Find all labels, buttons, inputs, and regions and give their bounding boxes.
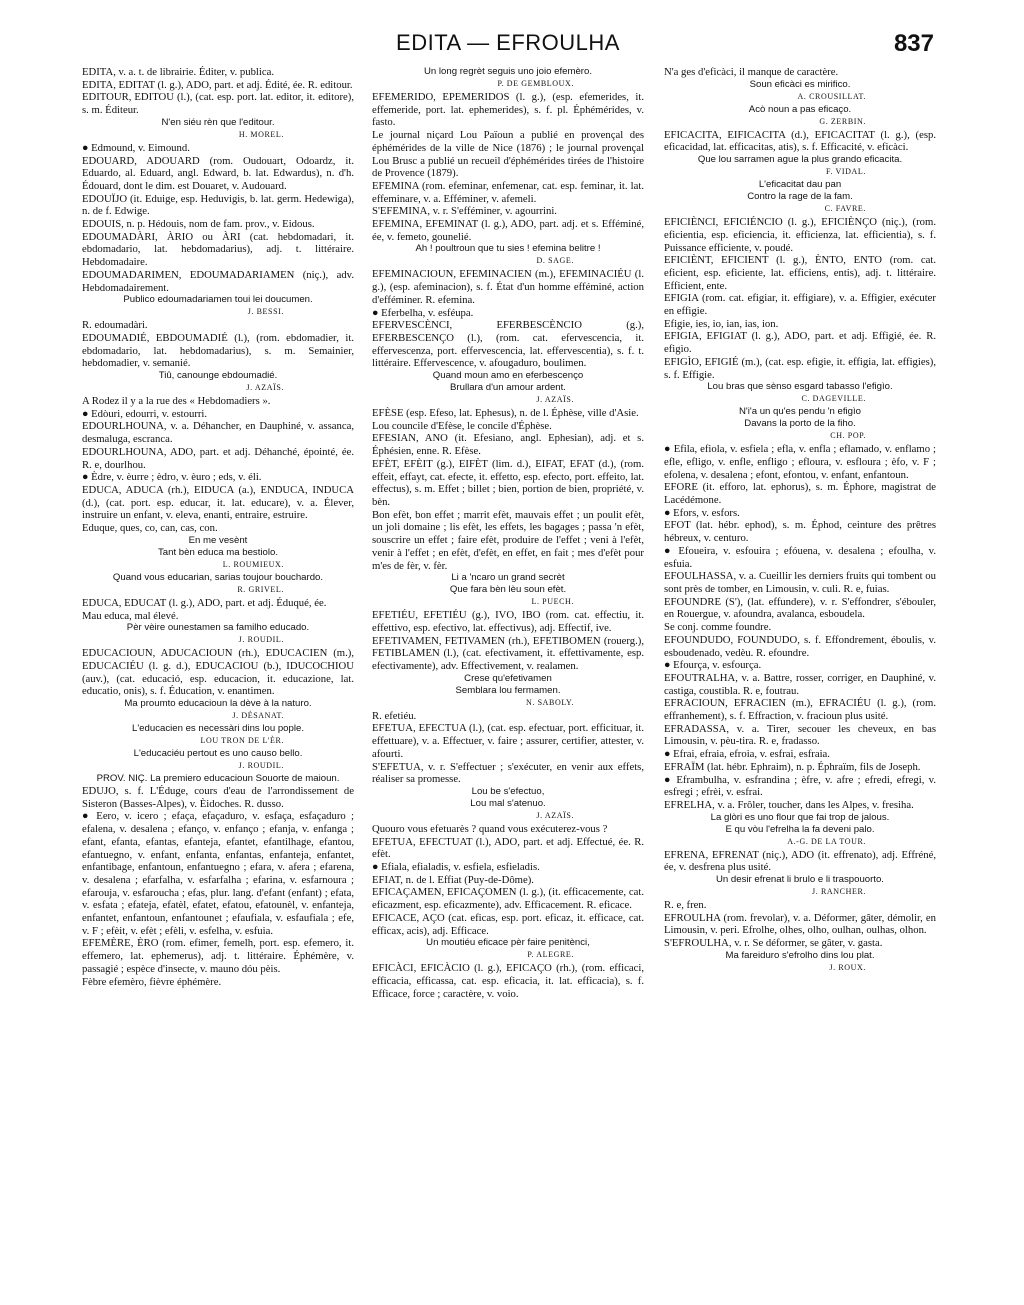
- quotation-line: En me vesènt: [188, 534, 248, 546]
- quotation-line: L'educaciéu pertout es uno causo bello.: [133, 748, 303, 760]
- quotation-line: N'en siéu rèn que l'editour.: [161, 116, 275, 128]
- dictionary-entry: EFICACITA, EIFICACITA (d.), EFICACITAT (l. g.), (esp. eficacidad, lat. efficacitas, atis), s. f. Efficacité, v. eficàci.: [664, 128, 936, 154]
- dictionary-entry: EFICIÈNCI, EFICIÉNCIO (l. g.), EFICIÈNÇO (niç.), (rom. eficientia, esp. eficiencia, it. efficienza, lat. efficientia), s. f. Puissance efficiente, v. poudé.: [664, 216, 936, 254]
- quotation-author: J. ROUDIL.: [238, 635, 284, 645]
- quotation-author: J. BESSI.: [247, 307, 284, 317]
- dictionary-entry: EFERVESCÈNCI, EFERBESCÈNCIO (g.), EFERBESCENÇO (l.), (rom. cat. efervescencia, it. effervescenza, port. effervescencia, lat. effervescentia), s. f. t. littéraire. Effervescence, v. afougaduro, boulimen.: [372, 319, 644, 370]
- dictionary-entry: ● Eframbulha, v. esfrandina ; èfre, v. afre ; efredi, efregi, v. esfregi ; efrèi, v. esfrai.: [664, 773, 936, 799]
- dictionary-entry: EFIAT, n. de l. Effiat (Puy-de-Dôme).: [372, 873, 534, 886]
- dictionary-entry: EFRELHA, v. a. Frôler, toucher, dans les Alpes, v. fresiha.: [664, 798, 914, 811]
- quotation-author: J. AZAÏS.: [536, 810, 574, 820]
- dictionary-entry: N'a ges d'eficàci, il manque de caractère.: [664, 66, 839, 78]
- dictionary-entry: EDOUMADARIMEN, EDOUMADARIAMEN (niç.), adv. Hebdomadairement.: [82, 268, 354, 294]
- quotation-line: La glòri es uno flour que fai trop de jalous.: [710, 811, 890, 823]
- dictionary-entry: EFOUTRALHA, v. a. Battre, rosser, corriger, en Dauphiné, v. castiga, coustibla. R. e, foutrau.: [664, 671, 936, 697]
- dictionary-entry: Bon efèt, bon effet ; marrit efèt, mauvais effet ; un poulit efèt, un joli domaine ; lis efèt, les effets, les bagages ; passa 'n efèt, souscrire un effet ; faire efèt, produire de l'effet ; veni à l'efèt, venir à l'effet ; en efèt, d'efèt, en effet, en fait ; mes d'efèt pour m'es de fèr, v. fèr.: [372, 508, 644, 572]
- dictionary-entry: EDOURLHOUNA, v. a. Déhancher, en Dauphiné, v. assanca, desmaluga, escranca.: [82, 420, 354, 446]
- quotation-author: L. ROUMIEUX.: [222, 559, 284, 569]
- quotation-author: P. DE GEMBLOUX.: [497, 79, 574, 88]
- dictionary-entry: EDOUARD, ADOUARD (rom. Oudouart, Odoardz, it. Eduardo, al. Eduard, angl. Edward, b. lat. Edwardus), n. d'h. Édouard, dont le dim. est Douaret, v. Audouard.: [82, 154, 354, 192]
- dictionary-entry: EFOUNDRE (S'), (lat. effundere), v. r. S'effondrer, s'ébouler, en Rouergue, v. afoundra, avalanca, esboudela.: [664, 595, 936, 621]
- quotation-line: PROV. NIÇ. La premiero educacioun Souorte de maioun.: [96, 773, 340, 785]
- dictionary-entry: Lou councile d'Efèse, le concile d'Éphèse.: [372, 419, 552, 432]
- dictionary-entry: ● Edòuri, edourri, v. estourri.: [82, 407, 208, 420]
- dictionary-entry: ● Èdre, v. èurre ; èdro, v. èuro ; eds, v. éli.: [82, 471, 262, 484]
- dictionary-entry: S'EFEMINA, v. r. S'efféminer, v. agourrini.: [372, 205, 557, 218]
- quotation-author: J. AZAÏS.: [536, 395, 574, 405]
- dictionary-entry: EFRACIOUN, EFRACIEN (m.), EFRACIÉU (l. g.), (rom. effranhement), s. f. Effraction, v. fracioun plus usité.: [664, 697, 936, 723]
- dictionary-entry: EFETUA, EFECTUA (l.), (cat. esp. efectuar, port. efficituar, it. effettuare), v. a. Effectuer, v. faire ; assurer, certifier, attester, v. afourti.: [372, 722, 644, 760]
- dictionary-entry: EDUCACIOUN, ADUCACIOUN (rh.), EDUCACIEN (m.), EDUCACIÉU (l. g. d.), EDUCACIOU (b.), IDUCOCHIOU (auv.), (cat. educació, esp. educacion, it. educazione, lat. educatio, onis), s. f. Éducation, v. enantimen.: [82, 647, 354, 698]
- quotation-line: Contro la rage de la fam.: [747, 191, 853, 203]
- dictionary-entry: EFETUA, EFECTUAT (l.), ADO, part. et adj. Effectué, ée. R. efèt.: [372, 835, 644, 861]
- quotation-line: Brullara d'un amour ardent.: [450, 382, 566, 394]
- dictionary-entry: EFICACE, AÇO (cat. eficas, esp. port. eficaz, it. efficace, cat. efficax, acis), adj. Efficace.: [372, 911, 644, 937]
- dictionary-entry: EFOULHASSA, v. a. Cueillir les derniers fruits qui tombent ou sont près de tomber, en Limousin, v. culi. R. e, fuias.: [664, 570, 936, 595]
- dictionary-entry: EDOUIS, n. p. Hédouis, nom de fam. prov., v. Eidous.: [82, 218, 315, 231]
- quotation-line: Ma fareiduro s'efrolho dins lou plat.: [725, 949, 875, 961]
- quotation-author: G. ZERBIN.: [819, 116, 866, 126]
- dictionary-entry: Se conj. comme foundre.: [664, 621, 772, 634]
- column-3: [664, 66, 936, 1298]
- quotation-line: Ah ! poultroun que tu sies ! efemina belitre !: [415, 243, 601, 255]
- dictionary-entry: EFIGIA, EFIGIAT (l. g.), ADO, part. et adj. Effigié, ée. R. efigìo.: [664, 330, 936, 356]
- dictionary-entry: ● Eero, v. icero ; efaça, efaçaduro, v. esfaça, esfaçaduro ; efalena, v. desalena ; efanço, v. enfanço ; efanja, v. enfanga ; efant, efanta, efantas, efanteja, efantet, efantilhage, efantou, efantuegno, v. enfant, enfanta, enfantas, enfanteja, enfantet, enfantibage, enfantoun, enfantuegno ; efara, v. afera ; efarena, v. desalena ; efarfalha, v. esfarfalha ; efarina, v. esfarnoura ; efarouja, v. esfaroucha ; efas, plur. lang. d'efant (enfant) ; efata, v. esfata ; efateja, efatèl, efatet, efatou, efatounèl, v. enfanteja, enfantet, enfantoun, enfantounet ; efaufiala, v. esfaufiala ; efe, v. F ; efèit, v. efèt ; efèli, v. esfelha, v. esfuia.: [82, 810, 354, 937]
- page-number: 837: [893, 30, 934, 57]
- dictionary-entry: EDITA, v. a. t. de librairie. Éditer, v. publica.: [82, 66, 275, 78]
- quotation-line: Semblara lou fermamen.: [455, 684, 561, 696]
- quotation-line: Publico edoumadariamen toui lei doucumen.: [123, 294, 313, 306]
- quotation-author: LOU TRON DE L'ÈR.: [200, 736, 284, 746]
- quotation-line: Lou mal s'atenuo.: [470, 797, 546, 809]
- quotation-author: J. AZAÏS.: [246, 383, 284, 393]
- dictionary-entry: Quouro vous efetuarès ? quand vous exécuterez-vous ?: [372, 822, 608, 835]
- dictionary-entry: R. e, fren.: [664, 899, 707, 912]
- quotation-line: Lou be s'efectuo,: [471, 785, 545, 797]
- quotation-author: A. CROUSILLAT.: [797, 91, 866, 101]
- dictionary-entry: R. efetiéu.: [372, 709, 417, 722]
- quotation-author: H. MOREL.: [238, 129, 284, 139]
- dictionary-entry: Le journal niçard Lou Païoun a publié en provençal des éphémérides de la ville de Nice (1876) ; le journal provençal Lou Brusc a publié un recueil d'éphémérides tirées de l'histoire de Provence (1879).: [372, 129, 644, 180]
- dictionary-entry: EFOUNDUDO, FOUNDUDO, s. f. Effondrement, éboulis, v. esboudenado, vedèu. R. efoundre.: [664, 633, 936, 659]
- dictionary-entry: Fèbre efemèro, fièvre éphémère.: [82, 975, 222, 988]
- dictionary-entry: R. edoumadàri.: [82, 319, 148, 332]
- quotation-author: R. GRIVEL.: [237, 584, 284, 594]
- dictionary-entry: EFEMINACIOUN, EFEMINACIEN (m.), EFEMINACIÉU (l. g.), (esp. afeminacion), s. f. État d'un homme efféminé, action d'efféminer. R. efemina.: [372, 268, 644, 306]
- dictionary-entry: ● Efourça, v. esfourça.: [664, 659, 762, 672]
- quotation-author: F. VIDAL.: [826, 167, 866, 177]
- quotation-author: N. SABOLY.: [526, 697, 574, 707]
- dictionary-entry: EFEMERIDO, EPEMERIDOS (l. g.), (esp. efemerides, it. effemeride, port. lat. ephemerides), s. f. pl. Éphémérides, v. fasto.: [372, 91, 644, 129]
- quotation-line: Acò noun a pas eficaço.: [748, 103, 852, 115]
- dictionary-entry: Mau educa, mal élevé.: [82, 609, 179, 622]
- quotation-line: Quand moun amo en eferbescenço: [432, 370, 584, 382]
- dictionary-entry: EFROULHA (rom. frevolar), v. a. Déformer, gâter, démolir, en Limousin, v. peri. Efrolhe, olhes, olho, oulhan, oulhas, olhon.: [664, 911, 936, 937]
- quotation-author: J. DÉSANAT.: [232, 711, 284, 721]
- dictionary-entry: EFRADASSA, v. a. Tirer, secouer les cheveux, en bas Limousin, v. pèu-tira. R. e, fradasso.: [664, 722, 936, 748]
- quotation-line: L'eficacitat dau pan: [758, 179, 842, 191]
- quotation-line: L'educacien es necessàri dins lou pople.: [132, 723, 304, 735]
- dictionary-entry: EFICÀCI, EFICÀCIO (l. g.), EFICAÇO (rh.), (rom. efficaci, efficacia, efficassa, cat. esp. eficacia, it. lat. efficacia), s. f. Efficace, force ; caractère, v. voio.: [372, 962, 644, 1000]
- quotation-line: Un long regrèt seguis uno joio efemèro.: [424, 66, 592, 77]
- quotation-line: Quand vous educarian, sarias toujour bouchardo.: [112, 571, 324, 583]
- quotation-line: Ma proumto educacioun la dève à la naturo.: [124, 698, 312, 710]
- dictionary-entry: S'EFROULHA, v. r. Se déformer, se gâter, v. gasta.: [664, 937, 883, 950]
- quotation-line: Pèr vèire ounestamen sa familho educado.: [126, 622, 310, 634]
- quotation-author: L. PUECH.: [531, 597, 574, 607]
- dictionary-entry: EDOUMADÀRI, ÀRIO ou ÀRI (cat. hebdomadari, it. ebdomadario, lat. hebdomadarius), adj. t. littéraire. Hebdomadaire.: [82, 230, 354, 269]
- dictionary-entry: EFEMÈRE, ÈRO (rom. efimer, femelh, port. esp. efemero, it. effemero, lat. ephemerus), adj. t. littéraire. Éphémère, v. passagié ; espèce d'insecte, v. mauno dóu pèis.: [82, 937, 354, 975]
- quotation-author: J. RANCHER.: [812, 887, 866, 897]
- dictionary-entry: EDUJO, s. f. L'Éduge, cours d'eau de l'arrondissement de Sisteron (Basses-Alpes), v. Èidoches. R. dusso.: [82, 785, 354, 810]
- dictionary-entry: S'EFETUA, v. r. S'effectuer ; s'exécuter, en venir aux effets, réaliser sa promesse.: [372, 760, 644, 786]
- quotation-line: Crese qu'efetivamen: [464, 672, 552, 684]
- dictionary-entry: ● Efoueira, v. esfouira ; efóuena, v. desalena ; efoulha, v. esfuia.: [664, 544, 936, 570]
- quotation-author: D. SAGE.: [536, 256, 574, 266]
- quotation-line: Tiû, canounge ebdoumadié.: [158, 370, 278, 382]
- quotation-line: Li a 'ncaro un grand secrèt: [451, 572, 565, 584]
- dictionary-entry: EFETIVAMEN, FETIVAMEN (rh.), EFETIBOMEN (rouerg.), FETIBLAMEN (l.), (cat. efectivament, it. effettivamente, esp. efectivamente), adv. Effectivement, v. realamen.: [372, 634, 644, 673]
- dictionary-entry: ● Efrai, efraia, efroia, v. esfrai, esfraia.: [664, 748, 830, 761]
- running-title: EDITA — EFROULHA: [396, 30, 620, 55]
- dictionary-entry: EFRAÏM (lat. hébr. Ephraim), n. p. Éphraïm, fils de Joseph.: [664, 760, 921, 773]
- page-header: [82, 30, 934, 64]
- quotation-line: E qu vòu l'efrelha la fa deveni palo.: [725, 823, 875, 835]
- dictionary-entry: EDOUMADIÉ, EBDOUMADIÉ (l.), (rom. ebdomadier, it. ebdomadario, lat. hebdomadarius), s. m. Semainier, hebdomadier, v. semanié.: [82, 331, 354, 370]
- quotation-author: J. ROUDIL.: [238, 761, 284, 771]
- quotation-author: CH. POP.: [830, 431, 866, 441]
- dictionary-entry: EFÈT, EFÈIT (g.), EIFÈT (lim. d.), EIFAT, EFAT (d.), (rom. effeit, effayt, cat. efecte, it. effetto, esp. efecto, port. effeito, lat. effectus), s. m. Effet ; billet ; bien, portion de bien, propriété, v. bèn.: [372, 457, 644, 508]
- dictionary-entry: EFESIAN, ANO (it. Efesiano, angl. Ephesian), adj. et s. Éphésien, enne. R. Efèse.: [372, 432, 644, 458]
- dictionary-entry: ● Eferbelha, v. esféupa.: [372, 306, 474, 319]
- dictionary-entry: ● Efiala, efialadis, v. esfiela, esfieladis.: [372, 861, 540, 874]
- dictionary-entry: EFÈSE (esp. Efeso, lat. Ephesus), n. de l. Éphèse, ville d'Asie.: [372, 407, 639, 420]
- dictionary-entry: EDOUÏJO (it. Eduige, esp. Heduvigis, b. lat. germ. Hedewiga), n. de f. Edwige.: [82, 192, 354, 218]
- quotation-author: J. ROUX.: [829, 962, 866, 972]
- dictionary-entry: EDITA, EDITAT (l. g.), ADO, part. et adj. Édité, ée. R. editour.: [82, 78, 353, 91]
- dictionary-entry: ● Efors, v. esfors.: [664, 506, 740, 519]
- dictionary-entry: EDUCA, EDUCAT (l. g.), ADO, part. et adj. Éduqué, ée.: [82, 596, 327, 609]
- dictionary-entry: EFIGÌO, EFIGIÉ (m.), (cat. esp. efigie, it. effigia, lat. effigies), s. f. Effigie.: [664, 355, 936, 381]
- quotation-author: A.-G. DE LA TOUR.: [787, 836, 866, 846]
- column-1: [82, 66, 354, 1298]
- quotation-line: Davans la porto de la fiho.: [744, 418, 856, 430]
- dictionary-entry: ● Edmound, v. Eimound.: [82, 141, 190, 154]
- quotation-line: Soun eficàci es mirifico.: [749, 78, 851, 90]
- dictionary-entry: EDUCA, ADUCA (rh.), EIDUCA (a.), ENDUCA, INDUCA (d.), (cat. port. esp. educar, it. lat. educare), v. a. Élever, instruire un enfant, v. eleva, enanti, entraire, estruire.: [82, 483, 354, 522]
- quotation-line: Que fara bèn lèu soun efèt.: [449, 584, 567, 596]
- dictionary-entry: A Rodez il y a la rue des « Hebdomadiers ».: [82, 395, 271, 408]
- quotation-line: Que lou sarramen ague la plus grando eficacita.: [697, 154, 903, 166]
- quotation-line: N'i'a un qu'es pendu 'n efigìo: [738, 406, 861, 418]
- dictionary-entry: EFICIÈNT, EFICIENT (l. g.), ÈNTO, ENTO (rom. cat. eficient, esp. eficiente, lat. efficiens, entis), adj. t. littéraire. Efficient, ente.: [664, 254, 936, 292]
- dictionary-entry: EFETIÉU, EFETIÉU (g.), IVO, IBO (rom. cat. effectiu, it. effettivo, esp. efectivo, lat. effectivus), adj. Effectif, ive.: [372, 609, 644, 634]
- quotation-author: C. DAGEVILLE.: [801, 394, 866, 404]
- dictionary-entry: EFICAÇAMEN, EFICAÇOMEN (l. g.), (it. efficacemente, cat. eficazment, esp. eficazmente), adv. Efficacement. R. eficace.: [372, 886, 644, 912]
- dictionary-entry: EDITOUR, EDITOU (l.), (cat. esp. port. lat. editor, it. editore), s. m. Éditeur.: [82, 91, 354, 117]
- dictionary-entry: EFEMINA (rom. efeminar, enfemenar, cat. esp. feminar, it. lat. effeminare, v. a. Efféminer, v. afemeli.: [372, 179, 644, 205]
- dictionary-entry: EFEMINA, EFEMINAT (l. g.), ADO, part. adj. et s. Efféminé, ée, v. femeto, gounelié.: [372, 218, 644, 243]
- quotation-line: Lou bras que sènso esgard tabasso l'efigìo.: [707, 381, 893, 393]
- quotation-line: Un moutiéu eficace pèr faire penitènci,: [426, 937, 590, 949]
- quotation-author: C. FAVRE.: [824, 204, 866, 214]
- dictionary-entry: Eduque, ques, co, can, cas, con.: [82, 522, 218, 535]
- dictionary-entry: EFOT (lat. hébr. ephod), s. m. Éphod, ceinture des prêtres hébreux, v. centuro.: [664, 519, 936, 545]
- dictionary-entry: Efigie, ies, io, ian, ias, ion.: [664, 317, 779, 330]
- dictionary-entry: EFIGIA (rom. cat. efigiar, it. effigiare), v. a. Effigier, exécuter en effigie.: [664, 292, 936, 318]
- dictionary-entry: ● Efila, efiola, v. esfiela ; efla, v. enfla ; eflamado, v. enflamo ; efle, efligo, v. enfle, enfligo ; efloura, v. esfloura ; èfo, v. F ; efolena, v. desalena ; efont, efontou, v. enfant, enfantoun.: [664, 443, 936, 481]
- quotation-line: Un desir efrenat li brulo e li traspouorto.: [716, 874, 884, 886]
- quotation-author: P. ALEGRE.: [527, 950, 574, 960]
- dictionary-entry: EFORE (it. efforo, lat. ephorus), s. m. Éphore, magistrat de Lacédémone.: [664, 481, 936, 507]
- dictionary-entry: EDOURLHOUNA, ADO, part. et adj. Déhanché, épointé, ée. R. e, dourlhou.: [82, 445, 354, 471]
- dictionary-entry: EFRENA, EFRENAT (niç.), ADO (it. effrenato), adj. Effréné, ée, v. desfrena plus usité.: [664, 848, 936, 874]
- column-2: [372, 66, 644, 1298]
- quotation-line: Tant bèn educa ma bestiolo.: [157, 546, 278, 558]
